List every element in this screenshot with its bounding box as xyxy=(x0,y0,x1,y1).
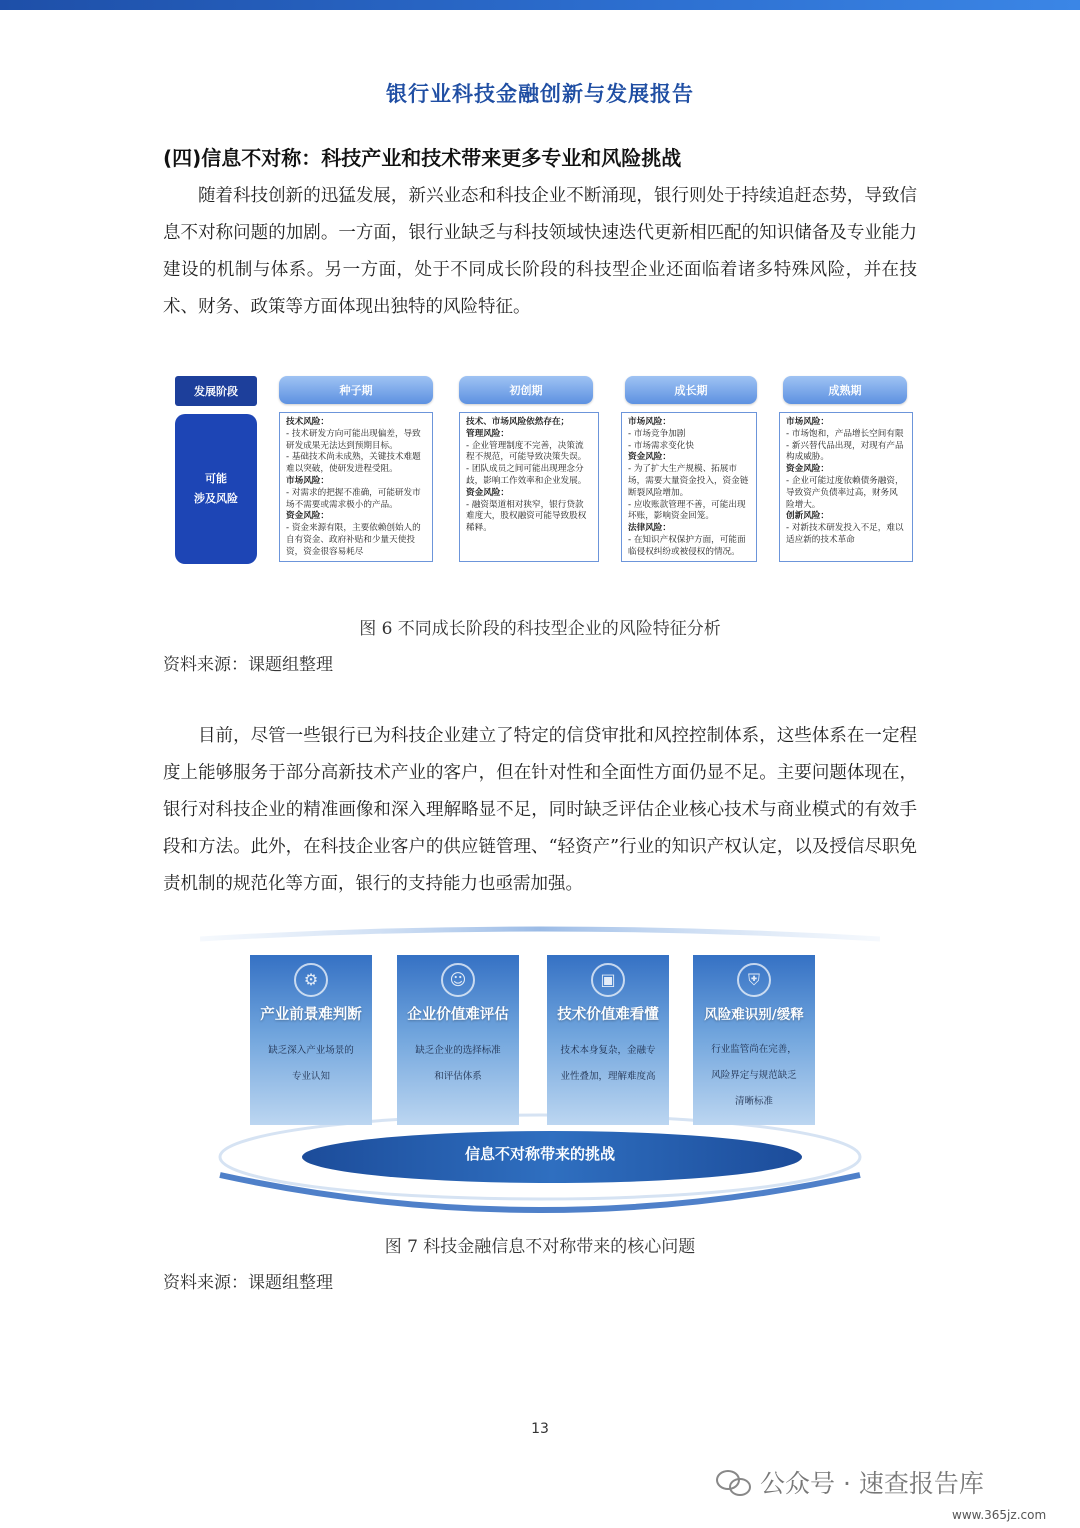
risk-item: - 应收账款管理不善，可能出现坏账，影响资金回笼。 xyxy=(628,499,746,522)
risk-item: - 新兴替代品出现，对现有产品构成威胁。 xyxy=(786,440,904,463)
card-desc-line3: 清晰标准 xyxy=(734,1096,773,1107)
card-title: 产业前景难判断 xyxy=(260,1007,362,1023)
risk-item: - 团队成员之间可能出现理念分歧，影响工作效率和企业发展。 xyxy=(466,464,587,486)
risk-category-heading: 市场风险： xyxy=(628,417,671,427)
figure-7-caption: 图 7 科技金融信息不对称带来的核心问题 xyxy=(384,1237,696,1257)
card-desc-line1: 缺乏深入产业场景的 xyxy=(268,1045,354,1056)
risk-item: - 资金来源有限，主要依赖创始人的自有资金、政府补贴和少量天使投资，资金很容易耗尽 xyxy=(286,523,421,557)
paragraph-1: 随着科技创新的迅猛发展，新兴业态和科技企业不断涌现，银行则处于持续追赶态势，导致信息不对称问题的加剧。一方面，银行业缺乏与科技领域快速迭代更新相匹配的知识储备及专业能力建设的机制与体系。另一方面，处于不同成长阶段的科技型企业还面临着诸多特殊风险，并在技术、财务、政策等方面体现出独特的风险特征。 xyxy=(163,186,917,317)
stage-header-label: 发展阶段 xyxy=(175,376,257,406)
card-desc-line1: 行业监管尚在完善， xyxy=(711,1044,797,1055)
card-desc-line1: 技术本身复杂，金融专 xyxy=(560,1045,656,1056)
stage-growth-risks xyxy=(621,412,757,562)
risk-category-heading: 市场风险： xyxy=(286,475,329,486)
top-accent-bar xyxy=(0,0,1080,10)
risk-label-line2: 涉及风险 xyxy=(194,492,238,505)
center-ellipse-label: 信息不对称带来的挑战 xyxy=(464,1145,615,1163)
risk-category-heading: 资金风险： xyxy=(286,511,329,522)
risk-item: - 对需求的把握不准确，可能研发市场不需要或需求极小的产品。 xyxy=(286,487,421,510)
stage-startup-header: 初创期 xyxy=(459,376,593,404)
risk-category-heading: 技术风险： xyxy=(286,417,329,427)
card-enterprise-value xyxy=(397,955,519,1125)
card-risk-identification xyxy=(693,955,815,1125)
people-gear-icon: ☺ xyxy=(441,963,475,997)
risk-category-heading: 资金风险： xyxy=(628,452,671,463)
risk-item: - 融资渠道相对狭窄，银行贷款难度大，股权融资可能导致股权稀释。 xyxy=(466,499,587,534)
card-title: 风险难识别/缓释 xyxy=(704,1007,804,1023)
risk-category-heading: 管理风险： xyxy=(466,428,509,439)
report-header-title: 银行业科技金融创新与发展报告 xyxy=(386,82,694,106)
paragraph-2: 目前，尽管一些银行已为科技企业建立了特定的信贷审批和风控控制体系，这些体系在一定程度上能够服务于部分高新技术产业的客户，但在针对性和全面性方面仍显不足。主要问题体现在，银行对科技企业的精准画像和深入理解略显不足，同时缺乏评估企业核心技术与商业模式的有效手段和方法。此外，在科技企业客户的供应链管理、“轻资产”行业的知识产权认定，以及授信尽职免责机制的规范化等方面，银行的支持能力也亟需加强。 xyxy=(163,726,917,894)
watermark-account-text: 公众号 · 速查报告库 xyxy=(760,1469,984,1498)
section-title: (四)信息不对称：科技产业和技术带来更多专业和风险挑战 xyxy=(163,146,682,170)
figure-7-source: 资料来源：课题组整理 xyxy=(163,1273,333,1293)
risk-category-heading: 资金风险： xyxy=(786,464,829,475)
page-number: 13 xyxy=(531,1421,549,1437)
risk-category-heading: 创新风险： xyxy=(786,511,829,522)
card-technology-value xyxy=(547,955,669,1125)
card-desc-line2: 风险界定与规范缺乏 xyxy=(711,1070,797,1081)
watermark-url: www.365jz.com xyxy=(952,1508,1047,1522)
figure-6-source: 资料来源：课题组整理 xyxy=(163,655,333,675)
figure-7-diagram xyxy=(200,925,880,1215)
stage-seed-header: 种子期 xyxy=(279,376,433,404)
stage-startup-risks xyxy=(459,412,599,562)
risk-item: - 基础技术尚未成熟，关键技术难题难以突破，使研发进程受阻。 xyxy=(286,452,421,475)
risk-item: - 企业管理制度不完善，决策流程不规范，可能导致决策失误。 xyxy=(466,440,587,463)
risk-item: - 技术研发方向可能出现偏差，导致研发成果无法达到预期目标。 xyxy=(286,428,421,451)
risk-side-label xyxy=(175,414,257,564)
risk-category-heading: 市场风险： xyxy=(786,417,829,427)
risk-item: - 对新技术研发投入不足，难以适应新的技术革命 xyxy=(786,523,904,545)
gear-globe-icon: ⚙ xyxy=(294,963,328,997)
risk-item: - 市场需求变化快 xyxy=(628,440,694,451)
stage-growth-header: 成长期 xyxy=(625,376,757,404)
figure-6-caption: 图 6 不同成长阶段的科技型企业的风险特征分析 xyxy=(359,619,721,639)
risk-label-line1: 可能 xyxy=(205,472,227,485)
shield-icon: ⛨ xyxy=(737,963,771,997)
top-arc xyxy=(200,929,880,939)
risk-category-heading: 技术、市场风险依然存在； xyxy=(466,417,570,427)
card-title: 技术价值难看懂 xyxy=(557,1007,659,1023)
stage-seed-risks xyxy=(279,412,433,562)
risk-item: - 企业可能过度依赖债务融资，导致资产负债率过高，财务风险增大。 xyxy=(786,475,904,510)
stage-mature-risks xyxy=(779,412,913,562)
card-industry-outlook xyxy=(250,955,372,1125)
wechat-icon xyxy=(716,1468,752,1496)
card-desc-line2: 专业认知 xyxy=(291,1071,330,1082)
risk-item: - 在知识产权保护方面，可能面临侵权纠纷或被侵权的情况。 xyxy=(628,534,746,557)
risk-item: - 市场饱和，产品增长空间有限 xyxy=(786,428,904,439)
watermark-account xyxy=(716,1464,984,1500)
card-desc-line1: 缺乏企业的选择标准 xyxy=(415,1045,501,1056)
chip-icon: ▣ xyxy=(591,963,625,997)
card-desc-line2: 业性叠加，理解难度高 xyxy=(560,1071,656,1082)
stage-mature-header: 成熟期 xyxy=(783,376,907,404)
risk-category-heading: 资金风险： xyxy=(466,487,509,498)
card-desc-line2: 和评估体系 xyxy=(434,1071,482,1082)
figure-6-risk-table xyxy=(175,374,915,566)
risk-item: - 市场竞争加剧 xyxy=(628,428,686,439)
risk-item: - 为了扩大生产规模、拓展市场，需要大量资金投入，资金链断裂风险增加。 xyxy=(628,464,749,498)
risk-category-heading: 法律风险： xyxy=(628,523,671,534)
card-title: 企业价值难评估 xyxy=(407,1007,509,1023)
